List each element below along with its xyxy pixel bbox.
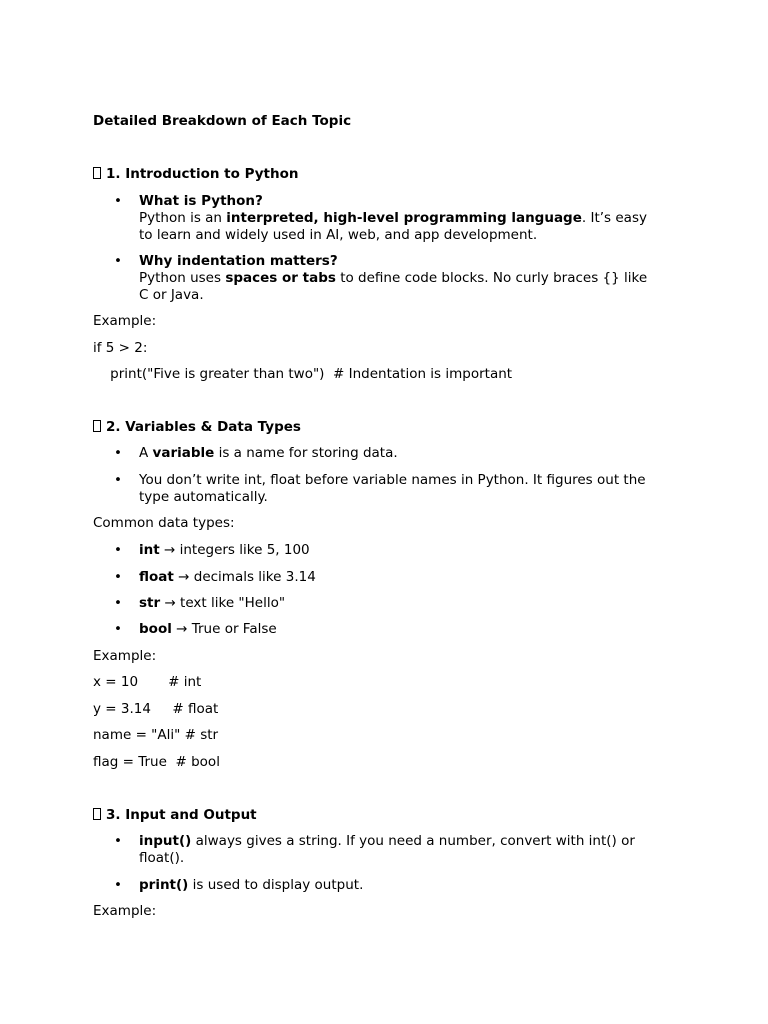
bullet-icon: • [114, 472, 122, 488]
code-line: flag = True # bool [93, 754, 220, 770]
list-item: You don’t write int, float before variable names in Python. It figures out the type automatically. [139, 472, 646, 505]
code-line: x = 10 # int [93, 674, 202, 690]
code-line: if 5 > 2: [93, 340, 148, 356]
example-label: Example: [93, 903, 157, 919]
bullet-icon: • [114, 253, 122, 269]
bullet-icon: • [114, 445, 122, 461]
list-item: What is Python? Python is an interpreted, high-level programming language. It’s easy to learn and widely used in AI, web, and app development. [139, 193, 684, 244]
common-types-label: Common data types: [93, 515, 235, 531]
list-item: input() always gives a string. If you need a number, convert with int() or float(). [139, 833, 635, 866]
checkbox-glyph-icon [93, 808, 101, 820]
code-line: name = "Ali" # str [93, 727, 219, 743]
section-heading-3: 3. Input and Output [93, 807, 257, 824]
list-item: A variable is a name for storing data. [139, 445, 398, 461]
example-label: Example: [93, 648, 157, 664]
bullet-icon: • [114, 877, 122, 893]
bullet-icon: • [114, 193, 122, 209]
type-item: str → text like "Hello" [139, 595, 286, 611]
bullet-icon: • [114, 621, 122, 637]
example-label: Example: [93, 313, 157, 329]
bullet-icon: • [114, 833, 122, 849]
type-item: bool → True or False [139, 621, 277, 637]
bullet-icon: • [114, 595, 122, 611]
checkbox-glyph-icon [93, 167, 101, 179]
bullet-icon: • [114, 542, 122, 558]
item-title: What is Python? [139, 193, 263, 209]
code-line: y = 3.14 # float [93, 701, 219, 717]
list-item: Why indentation matters? Python uses spaces or tabs to define code blocks. No curly braces {} like C or Java. [139, 253, 684, 304]
bullet-icon: • [114, 569, 122, 585]
type-item: float → decimals like 3.14 [139, 569, 316, 585]
code-line: print("Five is greater than two") # Indentation is important [93, 366, 513, 382]
page-title: Detailed Breakdown of Each Topic [93, 113, 352, 129]
type-item: int → integers like 5, 100 [139, 542, 310, 558]
checkbox-glyph-icon [93, 420, 101, 432]
item-title: Why indentation matters? [139, 253, 338, 269]
section-heading-1: 1. Introduction to Python [93, 166, 299, 183]
section-heading-2: 2. Variables & Data Types [93, 419, 301, 436]
list-item: print() is used to display output. [139, 877, 364, 893]
